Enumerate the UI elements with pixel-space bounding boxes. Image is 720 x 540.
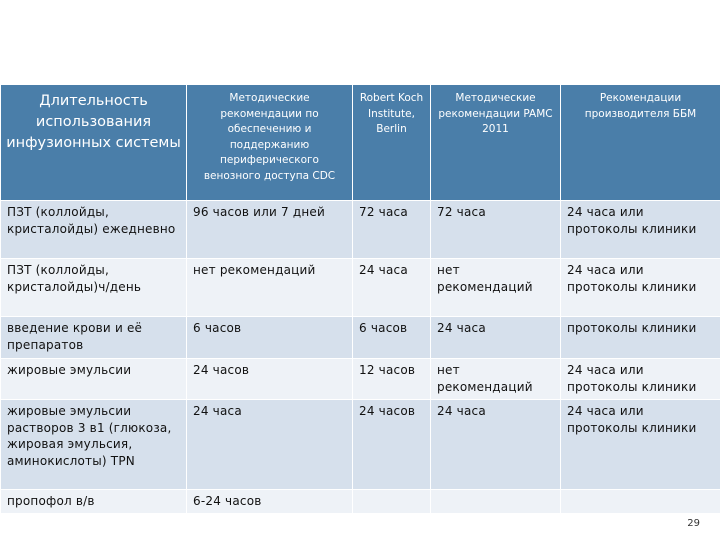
rki-cell: 72 часа xyxy=(353,201,431,259)
row-label: ПЗТ (коллойды, кристалойды) ежедневно xyxy=(1,201,187,259)
pamc-cell: 72 часа xyxy=(431,201,561,259)
header-rki: Robert Koch Institute, Berlin xyxy=(353,85,431,201)
recommendations-table xyxy=(0,84,720,514)
manufacturer-cell xyxy=(561,490,720,514)
page-number: 29 xyxy=(687,518,700,529)
cdc-cell: 24 часов xyxy=(187,359,353,400)
row-label: жировые эмульсии растворов 3 в1 (глюкоза, жировая эмульсия, аминокислоты) TPN xyxy=(1,400,187,490)
cdc-cell: 6-24 часов xyxy=(187,490,353,514)
table-row xyxy=(1,317,720,359)
cdc-cell: 6 часов xyxy=(187,317,353,359)
table-header-row xyxy=(1,85,720,201)
manufacturer-cell: 24 часа или протоколы клиники xyxy=(561,201,720,259)
header-cdc: Методические рекомендации по обеспечению и поддержанию периферического венозного доступа CDC xyxy=(187,85,353,201)
rki-cell: 12 часов xyxy=(353,359,431,400)
manufacturer-cell: 24 часа или протоколы клиники xyxy=(561,400,720,490)
rki-cell: 24 часа xyxy=(353,259,431,317)
manufacturer-cell: 24 часа или протоколы клиники xyxy=(561,359,720,400)
table-row xyxy=(1,201,720,259)
header-duration: Длительность использования инфузионных системы xyxy=(1,85,187,201)
pamc-cell: нет рекомендаций xyxy=(431,359,561,400)
rki-cell: 6 часов xyxy=(353,317,431,359)
manufacturer-cell: 24 часа или протоколы клиники xyxy=(561,259,720,317)
table-row xyxy=(1,359,720,400)
header-pamc: Методические рекомендации PAMC 2011 xyxy=(431,85,561,201)
table-row xyxy=(1,490,720,514)
pamc-cell: нет рекомендаций xyxy=(431,259,561,317)
manufacturer-cell: протоколы клиники xyxy=(561,317,720,359)
pamc-cell: 24 часа xyxy=(431,317,561,359)
header-manufacturer: Рекомендации производителя ББМ xyxy=(561,85,720,201)
rki-cell: 24 часов xyxy=(353,400,431,490)
row-label: введение крови и её препаратов xyxy=(1,317,187,359)
table-row xyxy=(1,259,720,317)
row-label: пропофол в/в xyxy=(1,490,187,514)
row-label: ПЗТ (коллойды, кристалойды)ч/день xyxy=(1,259,187,317)
cdc-cell: 96 часов или 7 дней xyxy=(187,201,353,259)
cdc-cell: нет рекомендаций xyxy=(187,259,353,317)
rki-cell xyxy=(353,490,431,514)
pamc-cell xyxy=(431,490,561,514)
pamc-cell: 24 часа xyxy=(431,400,561,490)
row-label: жировые эмульсии xyxy=(1,359,187,400)
table-row xyxy=(1,400,720,490)
cdc-cell: 24 часа xyxy=(187,400,353,490)
